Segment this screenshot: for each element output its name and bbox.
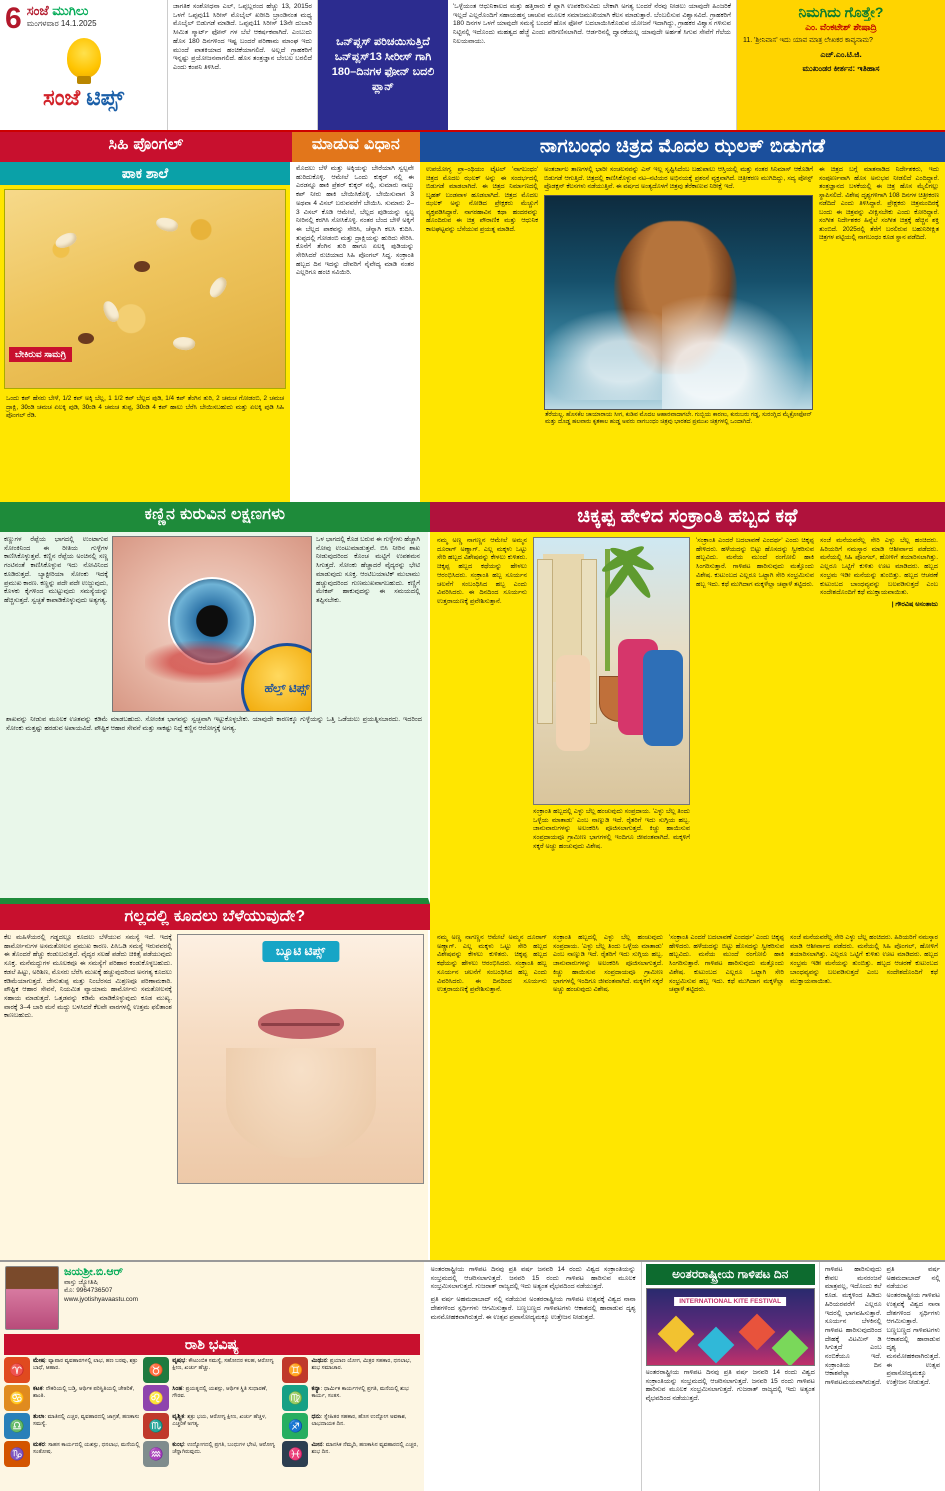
publication-title-part2: ಮುಗಿಲು [52,3,89,18]
kite-header: ಅಂತರರಾಷ್ಟ್ರೀಯ ಗಾಳಿಪಟ ದಿನ [646,1264,815,1285]
sankranti-col1: ನಮ್ಮ ಅಣ್ಣ ನಾಗಣ್ಣನ ಆಮೇಲೆ ಅಮ್ಮನ ದೂರಾಗ್ ಅಣ್ಣಾಗ್. ಎಲ್ಲ ಮಕ್ಕಳು ಒಟ್ಟು ಸೇರಿ ಹಬ್ಬದ ವಿಶೇಷವನ್ನು ಕೇಳಲು ಕುಳಿತರು. ಚಿಕ್ಕಪ್ಪ ಹಬ್ಬದ ಕಥೆಯನ್ನು ಹೇಳಲು ಆರಂಭಿಸಿದರು. ಸಂಕ್ರಾಂತಿ ಹಬ್ಬ ಸೂರ್ಯನ ಚಲನೆಗೆ ಸಂಬಂಧಿಸಿದ ಹಬ್ಬ ಎಂದು ವಿವರಿಸಿದರು. ಈ ದಿನದಿಂದ ಸೂರ್ಯನು ಉತ್ತರಾಯಣಕ್ಕೆ ಪ್ರವೇಶಿಸುತ್ತಾನೆ. [437,537,527,605]
beauty-tips-badge: ಬ್ಯೂಟಿ ಟಿಪ್ಸ್ [262,941,339,962]
horoscope-item: ♋ ಕಟಕ: ನೌಕರಿಯಲ್ಲಿ ಬಡ್ತಿ, ಆರ್ಥಿಕ ಪರಿಸ್ಥಿತಿಯಲ್ಲಿ ಚೇತರಿಕೆ, ಶಾಂತಿ. [4,1385,141,1411]
zodiac-taurus-icon: ♉ [143,1357,169,1383]
horoscope-item: ♎ ತುಲಾ: ಮಾತಿನಲ್ಲಿ ಎಚ್ಚರ, ವ್ಯವಹಾರದಲ್ಲಿ ಜಾಗ್ರತೆ, ಹಣಕಾಸು ಸಮಸ್ಯೆ. [4,1413,141,1439]
beauty-photo [177,934,424,1184]
sankranti-cont-col3: 'ಸಂಕ್ರಾಂತಿ ಎಂದರೆ ಬದಲಾವಣೆ ಎಂದರ್ಥ' ಎಂದು ಚಿಕ್ಕಪ್ಪ ಹೇಳಿದರು. ಹಳೆಯದನ್ನು ಬಿಟ್ಟು ಹೊಸದನ್ನು ಸ್ವೀಕರಿಸುವ ಹಬ್ಬವಿದು. ಮನೆಯ ಮುಂದೆ ರಂಗೋಲಿ ಹಾಕಿ ಸಿಂಗರಿಸುತ್ತಾರೆ. ಗಾಳಿಪಟ ಹಾರಿಸುವುದು ಮತ್ತೊಂದು ವಿಶೇಷ. ಕುಟುಂಬದ ಎಲ್ಲರೂ ಒಟ್ಟಾಗಿ ಸೇರಿ ಸಂಭ್ರಮಿಸುವ ಹಬ್ಬ ಇದು. ಕಥೆ ಮುಗಿದಾಗ ಮಕ್ಕಳೆಲ್ಲಾ ಚಪ್ಪಾಳೆ ತಟ್ಟಿದರು. [669,934,784,994]
method-section-header: ಮಾಡುವ ವಿಧಾನ [292,132,420,162]
naga-block [420,162,945,502]
horoscope-item: ♒ ಕುಂಭ: ಉದ್ಯೋಗದಲ್ಲಿ ಪ್ರಗತಿ, ಬಂಧುಗಳ ಭೇಟಿ, ಆರೋಗ್ಯ ಚೆನ್ನಾಗಿರುವುದು. [143,1441,280,1467]
kite-festival-photo [646,1288,815,1366]
zodiac-name: ತುಲಾ [33,1413,45,1420]
horoscope-grid [0,1357,424,1471]
section-logo-word2: ಟಿಪ್ಸ್ [86,85,124,110]
zodiac-text: ಪ್ರಯಾಣ ಯೋಗ, ಮಿತ್ರರ ಸಹಕಾರ, ಧನಲಾಭ, ಶುಭ ಸಮಾಚಾರ. [311,1358,412,1372]
zodiac-text: ಮಾನಸಿಕ ನೆಮ್ಮದಿ, ಹಣಕಾಸಿನ ವ್ಯವಹಾರದಲ್ಲಿ ಎಚ್ಚರ, ಶುಭ ದಿನ. [311,1442,418,1456]
sankranti-col3: 'ಸಂಕ್ರಾಂತಿ ಎಂದರೆ ಬದಲಾವಣೆ ಎಂದರ್ಥ' ಎಂದು ಚಿಕ್ಕಪ್ಪ ಹೇಳಿದರು. ಹಳೆಯದನ್ನು ಬಿಟ್ಟು ಹೊಸದನ್ನು ಸ್ವೀಕರಿಸುವ ಹಬ್ಬವಿದು. ಮನೆಯ ಮುಂದೆ ರಂಗೋಲಿ ಹಾಕಿ ಸಿಂಗರಿಸುತ್ತಾರೆ. ಗಾಳಿಪಟ ಹಾರಿಸುವುದು ಮತ್ತೊಂದು ವಿಶೇಷ. ಕುಟುಂಬದ ಎಲ್ಲರೂ ಒಟ್ಟಾಗಿ ಸೇರಿ ಸಂಭ್ರಮಿಸುವ ಹಬ್ಬ ಇದು. ಕಥೆ ಮುಗಿದಾಗ ಮಕ್ಕಳೆಲ್ಲಾ ಚಪ್ಪಾಳೆ ತಟ್ಟಿದರು. [696,537,814,588]
row1-headers [0,132,945,162]
zodiac-sagittarius-icon: ♐ [282,1413,308,1439]
astrologer-photo [5,1266,59,1330]
recipe-section-header: ಸಿಹಿ ಪೊಂಗಲ್ [0,132,292,162]
astrologer-website[interactable]: www.jyotishyavaastu.com [64,1295,139,1303]
row1 [0,162,945,502]
horoscope-item: ♏ ವೃಶ್ಚಿಕ: ಶತ್ರು ಭಯ, ಆರೋಗ್ಯ ಕ್ಷೀಣ, ಖರ್ಚು ಹೆಚ್ಚಳ, ಎಚ್ಚರಿಕೆ ಅಗತ್ಯ. [143,1413,280,1439]
sankranti-block [430,532,945,904]
zodiac-name: ಮೀನ [311,1441,323,1448]
zodiac-name: ವೃಷಭ [172,1357,186,1364]
zodiac-name: ವೃಶ್ಚಿಕ [172,1413,185,1420]
row2 [0,532,945,904]
zodiac-text: ಪ್ರಯತ್ನದಲ್ಲಿ ಯಶಸ್ಸು, ಆರ್ಥಿಕ ಸ್ಥಿತಿ ಸುಧಾರಣೆ, ಗೌರವ. [172,1386,268,1400]
zodiac-name: ಮೇಷ [33,1357,46,1364]
horoscope-item: ♈ ಮೇಷ: ವ್ಯಾಪಾರ ವ್ಯವಹಾರಗಳಲ್ಲಿ ಲಾಭ, ಹಣ ಬರವು, ಶತ್ರು ಬಾಧೆ, ಆಹಾರ. [4,1357,141,1383]
naga-col2: ಅಂತರ್ಜಾಲ ತಾಣಗಳಲ್ಲಿ ಭಾರೀ ಸಂಚಲನವನ್ನು ಎಸ್ ಇಲ್ಲ ಸೃಷ್ಟಿಸಿದೆಂಬ ಬಹುಪಾಲು ಆಸ್ತಿಯಲ್ಲಿ ಮತ್ತು ನಂತರ ಸಿನಿಮಾಸ್ ಆಕೊಡಿಗೆ ಬಿಡುಗಡೆ ಆಗುತ್ತಿದೆ. ಚಿತ್ರದಲ್ಲಿ ಕಾಣಿಸಿಕೊಳ್ಳುವ ನಟ–ನಟಿಯರ ಅಭಿನಯಕ್ಕೆ ಪ್ರಶಂಸೆ ವ್ಯಕ್ತವಾಗಿದೆ. ಚಿತ್ರೀಕರಣ ಮುಗಿದಿದ್ದು, ಸದ್ಯ ಪೋಸ್ಟ್ ಪ್ರೊಡಕ್ಷನ್ ಕೆಲಸಗಳು ನಡೆಯುತ್ತಿವೆ. ಈ ವರ್ಷದ ಅಂತ್ಯದೊಳಗೆ ಚಿತ್ರವು ತೆರೆಕಾಣುವ ನಿರೀಕ್ಷೆ ಇದೆ. [544,166,813,191]
did-you-know-title: ನಿಮಗಿದು ಗೊತ್ತೇ? [798,4,884,20]
naga-section-header: ನಾಗಬಂಧಂ ಚಿತ್ರದ ಮೊದಲ ಝಲಕ್ ಬಿಡುಗಡೆ [420,132,945,162]
section-logo [3,38,164,110]
zodiac-libra-icon: ♎ [4,1413,30,1439]
naga-col3: ಈ ಚಿತ್ರದ ಬಗ್ಗೆ ಮಾತನಾಡಿದ ನಿರ್ದೇಶಕರು, ಇದು ಸಂಪೂರ್ಣವಾಗಿ ಹೊಸ ಅನುಭವ ನೀಡಲಿದೆ ಎಂದಿದ್ದಾರೆ. ತಂತ್ರಜ್ಞಾನದ ಬಳಕೆಯಲ್ಲಿ ಈ ಚಿತ್ರ ಹೊಸ ಮೈಲಿಗಲ್ಲು ಸ್ಥಾಪಿಸಲಿದೆ. ವಿಶೇಷ ದೃಶ್ಯಗಳಿಗಾಗಿ 108 ದಿನಗಳ ಚಿತ್ರೀಕರಣ ನಡೆದಿದೆ ಎಂದು ತಿಳಿಸಿದ್ದಾರೆ. ಪ್ರೇಕ್ಷಕರು ಚಿತ್ರಮಂದಿರಕ್ಕೆ ಬಂದು ಈ ಚಿತ್ರವನ್ನು ವೀಕ್ಷಿಸಬೇಕು ಎಂದು ಕೋರಿದ್ದಾರೆ. ಸಂಗೀತ ನಿರ್ದೇಶಕರ ಹಿನ್ನೆಲೆ ಸಂಗೀತ ಚಿತ್ರಕ್ಕೆ ಹೆಚ್ಚಿನ ಶಕ್ತಿ ತುಂಬಿದೆ. 2025ರಲ್ಲಿ ತೆರೆಗೆ ಬರಲಿರುವ ಬಹುನಿರೀಕ್ಷಿತ ಚಿತ್ರಗಳ ಪಟ್ಟಿಯಲ್ಲಿ ನಾಗಬಂಧಂ ಕೂಡ ಸ್ಥಾನ ಪಡೆದಿದೆ. [819,166,939,242]
kite-festival-label: INTERNATIONAL KITE FESTIVAL [674,1297,786,1306]
zodiac-text: ಸ್ನೇಹಿತರ ಸಹಕಾರ, ಹೊಸ ಉದ್ಯೋಗ ಅವಕಾಶ, ಲಾಭದಾಯಕ ದಿನ. [311,1414,407,1428]
row2-headers [0,502,945,532]
naga-col1: ಉಪಯೋಗ್ಯ ಪ್ರಾ–ಂಥಿಯಂ ಟೈಟಲ್ 'ನಾಗಬಂಧಂ' ಚಿತ್ರದ ಮೊದಲ ಝಲಕ್ ಅನ್ನು ಈ ಸಂದರ್ಭದಲ್ಲಿ ಬಿಡುಗಡೆ ಮಾಡಲಾಗಿದೆ. ಈ ಚಿತ್ರದ ನಿರ್ಮಾಣದಲ್ಲಿ ಬೃಹತ್ ಬಂಡವಾಳ ಹೂಡಲಾಗಿದೆ. ಚಿತ್ರದ ಮೊದಲ ಝಲಕ್ ಅನ್ನು ನೋಡಿದ ಪ್ರೇಕ್ಷಕರು ಮೆಚ್ಚುಗೆ ವ್ಯಕ್ತಪಡಿಸಿದ್ದಾರೆ. ನಾಗರಹಾವಿನ ಕಥಾ ಹಂದರವನ್ನು ಹೊಂದಿರುವ ಈ ಚಿತ್ರ ಪೌರಾಣಿಕ ಮತ್ತು ಆಧುನಿಕ ಕಾಲಘಟ್ಟವನ್ನು ಬೆಸೆಯುವ ಪ್ರಯತ್ನ ಮಾಡಿದೆ. [426,166,538,233]
oneplus-promo-box: ಒನ್‌ಪ್ಲಸ್ ಪರಿಚಯಿಸುತ್ತಿದೆ ಒನ್‌ಪ್ಲಸ್13 ಸೀರೀಸ್ ಗಾಗಿ 180–ದಿನಗಳ ಫೋನ್ ಬದಲಿ ಪ್ಲಾನ್ [318,0,448,130]
masthead-column-left: ಜಾಗತಿಕ ಸಂಶೋಧನಾ ಎಲ್, ಒಪ್ಪಬ್ಲರಂದ ಹೆಚ್ಚು 13, 2015ರ ಒಳಗೆ ಒಪ್ಪವು11 ಸಿರೀಸ್ ಮೊಬೈಲ್ ಖರೀದಿ ಬ್ರಾಂಡಿನಂತ ಮಧ್ಯ ಮೊಬೈಲ್ ಬಿಡುಗಡೆ ಮಾಡಿದೆ. ಒಪ್ಪವು11 ಸಿರೀಸ್ 13ನೇ ದುಬಾರಿ ಸೀಮಿತ ಸ್ಮಾರ್ಟ್ ಫೋನ್ ಗಳ ಬೆಲೆ ಆಕರ್ಷಕವಾಗಿದೆ. ಎಂಬುದು ಹೊಸ 180 ದಿನಗಳಿಂದ ಇಷ್ಟ ಬಂದರೆ ಪರಿಣಾಮ ಮಾಂಘ ಇದು ಮುಂದೆ ಪಾತಕಿಯಾದ ಹಂಚಿಕೆಯಾಗಲಿದೆ. ಅಲ್ಲದೆ ಗ್ರಾಹಕರಿಗೆ ಇನ್ನಷ್ಟು ಪ್ರಯೋಜನವಾಗಲಿದೆ. ಹೊಸ ತಂತ್ರಜ್ಞಾನ ಬೆಂಬಲ ಬರಲಿದೆ ಎಂದು ಕಂಪನಿ ತಿಳಿಸಿದೆ. [168,0,318,130]
zodiac-name: ಮಿಥುನ [311,1357,327,1364]
kite-article-right [820,1262,945,1491]
horoscope-title: ರಾಶಿ ಭವಿಷ್ಯ [4,1334,420,1355]
did-you-know-sig1: ಎಚ್.ಎಂ.ಟಿ.ಜಿ. [820,49,862,59]
zodiac-text: ನೌಕರಿಯಲ್ಲಿ ಬಡ್ತಿ, ಆರ್ಥಿಕ ಪರಿಸ್ಥಿತಿಯಲ್ಲಿ ಚೇತರಿಕೆ, ಶಾಂತಿ. [33,1386,135,1400]
eye-col1: ಕಣ್ಣುಗಳ ರೆಪ್ಪೆಯ ಭಾಗದಲ್ಲಿ ಉಂಟಾಗುವ ಸೋಂಕಿನಿಂದ ಈ ರೀತಿಯ ಗುಳ್ಳೆಗಳ ಕಾಣಿಸಿಕೊಳ್ಳುತ್ತವೆ. ಕಣ್ಣಿನ ರೆಪ್ಪೆಯ ಅಂಚಿನಲ್ಲಿ ಸಣ್ಣ ಗಂಟಿನಂತೆ ಕಾಣಿಸಿಕೊಳ್ಳುವ ಇದು ನೋವಿನಿಂದ ಕೂಡಿರುತ್ತದೆ. ಬ್ಯಾಕ್ಟೀರಿಯಾ ಸೋಂಕು ಇದಕ್ಕೆ ಪ್ರಮುಖ ಕಾರಣ. ಕಣ್ಣನ್ನು ಪದೇ ಪದೇ ಉಜ್ಜುವುದು, ಕೊಳಕು ಕೈಗಳಿಂದ ಮುಟ್ಟುವುದು ಸಮಸ್ಯೆಯನ್ನು ಹೆಚ್ಚಿಸುತ್ತದೆ. ಸ್ವಚ್ಛತೆ ಕಾಪಾಡಿಕೊಳ್ಳುವುದು ಅತ್ಯಗತ್ಯ. [4,536,108,604]
page-number: 6 [5,2,22,35]
eye-col3: ಶಾಖವನ್ನು ನೀಡುವ ಮೂಲಕ ಊತವನ್ನು ಕಡಿಮೆ ಮಾಡಬಹುದು. ಸೋಂಕಿತ ಭಾಗವನ್ನು ಸ್ವಚ್ಛವಾಗಿ ಇಟ್ಟುಕೊಳ್ಳಬೇಕು. ಯಾವುದೇ ಕಾರಣಕ್ಕೂ ಗುಳ್ಳೆಯನ್ನು ಒತ್ತಿ ಒಡೆಯಲು ಪ್ರಯತ್ನಿಸಬಾರದು. ಇದರಿಂದ ಸೋಂಕು ಮತ್ತಷ್ಟು ಹರಡುವ ಅಪಾಯವಿದೆ. ಪೌಷ್ಟಿಕ ಆಹಾರ ಸೇವನೆ ಮತ್ತು ಸಾಕಷ್ಟು ನಿದ್ದೆ ಕಣ್ಣಿನ ಆರೋಗ್ಯಕ್ಕೆ ಅಗತ್ಯ. [6,716,422,732]
recipe-subheader: ಪಾಕ ಶಾಲೆ [0,162,290,185]
beauty-section-header: ಗಲ್ಲದಲ್ಲಿ ಕೂದಲು ಬೆಳೆಯುವುದೇ? [0,904,430,930]
zodiac-capricorn-icon: ♑ [4,1441,30,1467]
kite-feature-block [642,1262,820,1491]
ingredients-tag: ಬೇಕಿರುವ ಸಾಮಗ್ರಿ [9,347,72,362]
horoscope-item: ♌ ಸಿಂಹ: ಪ್ರಯತ್ನದಲ್ಲಿ ಯಶಸ್ಸು, ಆರ್ಥಿಕ ಸ್ಥಿತಿ ಸುಧಾರಣೆ, ಗೌರವ. [143,1385,280,1411]
zodiac-text: ಧಾರ್ಮಿಕ ಕಾರ್ಯಗಳಲ್ಲಿ ಪ್ರಗತಿ, ಮನೆಯಲ್ಲಿ ಶುಭ ಕಾರ್ಯ, ಸಂತಸ. [311,1386,409,1400]
section-logo-text [43,86,124,109]
did-you-know-question: 11. 'ಶ್ರೀನಿವಾಸ' ಇದು ಯಾವ ಮಾತ್ರ ಲೇಖಕರ ಕಾವ್ಯನಾಮ? [743,37,873,44]
astrologer-title: ವಾಸ್ತು ಜ್ಯೋತಿಷಿ [64,1279,98,1286]
horoscope-item: ♓ ಮೀನ: ಮಾನಸಿಕ ನೆಮ್ಮದಿ, ಹಣಕಾಸಿನ ವ್ಯವಹಾರದಲ್ಲಿ ಎಚ್ಚರ, ಶುಭ ದಿನ. [282,1441,419,1467]
zodiac-text: ಸಾಹಸ ಕಾರ್ಯದಲ್ಲಿ ಯಶಸ್ಸು, ಧನಲಾಭ, ಮನೆಯಲ್ಲಿ ಸಂತೋಷ. [33,1442,140,1456]
zodiac-scorpio-icon: ♏ [143,1413,169,1439]
did-you-know-author: ಎಂ. ವೆಂಕಟೇಶ್ ಶೇಷಾದ್ರಿ [805,22,877,32]
masthead-column-right: 'ಒಳ್ಳೆಯಂತ ಆಧುನಿಕಾಲದ ಮತ್ತು ಹತ್ತಿರಾರು ಕೆ ಪ್ಲಾಗಿ ಉಪಕರಿಸುವಿದು ಬೇಕಾಗಿ ಅಗತ್ಯ ಬಂದರೆ ನೆರವು ನೀಡಲು ಯಾವುದೇ ಹಿಂಜರಿಕೆ ಇಲ್ಲದೆ ಎಲ್ಲರೊಂದಿಗೆ ಸಹಾಯಹಸ್ತ ಚಾಚುವ ಮೂಲಕ ಸಮಾಜಮುಖಿಯಾಗಿ ಕೆಲಸ ಮಾಡುತ್ತಾರೆ. ಬೆಂಬಲಿಸುವ ವಿಶ್ವಾಸವಿದೆ. ಗ್ರಾಹಕರಿಗೆ 180 ದಿನಗಳ ಒಳಗೆ ಯಾವುದೇ ಸಮಸ್ಯೆ ಬಂದರೆ ಹೊಸ ಫೋನ್ ಬದಲಾಯಿಸಿಕೊಡುವ ಯೋಜನೆ ಇದಾಗಿದ್ದು, ಗ್ರಾಹಕರ ವಿಶ್ವಾಸ ಗಳಿಸುವ ನಿಟ್ಟಿನಲ್ಲಿ ಇದೊಂದು ಮಹತ್ವದ ಹೆಜ್ಜೆ ಎಂದು ಪರಿಗಣಿಸಲಾಗಿದೆ. ಆರ್ಡರಿನಲ್ಲಿ ದ್ವಾರಕೆಯಲ್ಲ ಯಾವುದೇ ಅರ್ಹತೆ ಸಿಗುವ ಸೇವೆಗೆ ಗೆಲೆಯ ನಿಲಯವಾಯು. [448,0,737,130]
zodiac-leo-icon: ♌ [143,1385,169,1411]
recipe-block [0,162,292,502]
sankranti-col2: ಸಂಕ್ರಾಂತಿ ಹಬ್ಬದಲ್ಲಿ ಎಳ್ಳು ಬೆಲ್ಲ ಹಂಚುವುದು ಸಂಪ್ರದಾಯ. 'ಎಳ್ಳು ಬೆಲ್ಲ ತಿಂದು ಒಳ್ಳೆಯ ಮಾತಾಡು' ಎಂಬ ನಾಣ್ನುಡಿ ಇದೆ. ರೈತರಿಗೆ ಇದು ಸುಗ್ಗಿಯ ಹಬ್ಬ. ಜಾನುವಾರುಗಳನ್ನು ಅಲಂಕರಿಸಿ ಪೂಜಿಸಲಾಗುತ್ತದೆ. ಕಿಚ್ಚು ಹಾಯಿಸುವ ಸಂಪ್ರದಾಯವೂ ಗ್ರಾಮೀಣ ಭಾಗಗಳಲ್ಲಿ ಇಂದಿಗೂ ಜೀವಂತವಾಗಿದೆ. ಮಕ್ಕಳಿಗೆ ಸಕ್ಕರೆ ಅಚ್ಚು ಹಂಚುವುದು ವಿಶೇಷ. [533,808,690,850]
sankranti-col4: ಸಂಜೆ ಮನೆಯವರೆಲ್ಲ ಸೇರಿ ಎಳ್ಳು ಬೆಲ್ಲ ಹಂಚಿದರು. ಹಿರಿಯರಿಗೆ ನಮಸ್ಕಾರ ಮಾಡಿ ಆಶೀರ್ವಾದ ಪಡೆದರು. ಮನೆಯಲ್ಲಿ ಸಿಹಿ ಪೊಂಗಲ್, ಹೋಳಿಗೆ ತಯಾರಿಸಲಾಗಿತ್ತು. ಎಲ್ಲರೂ ಒಟ್ಟಿಗೆ ಕುಳಿತು ಊಟ ಮಾಡಿದರು. ಹಬ್ಬದ ಸಂಭ್ರಮ ಇಡೀ ಮನೆಯನ್ನು ತುಂಬಿತ್ತು. ಹಬ್ಬದ ಆಚರಣೆ ಕುಟುಂಬದ ಬಾಂಧವ್ಯವನ್ನು ಬಲಪಡಿಸುತ್ತದೆ ಎಂಬ ಸಂದೇಶದೊಂದಿಗೆ ಕಥೆ ಮುಕ್ತಾಯವಾಯಿತು. [820,537,938,597]
horoscope-item: ♉ ವೃಷಭ: ಕೌಟುಂಬಿಕ ಸಮಸ್ಯೆ, ಸಹೋದರ ಕಲಹ, ಆರೋಗ್ಯ ಕ್ಷೀಣ, ಖರ್ಚು ಹೆಚ್ಚು. [143,1357,280,1383]
zodiac-name: ಕಟಕ [33,1385,43,1392]
astrology-block [0,1262,426,1491]
zodiac-text: ಶತ್ರು ಭಯ, ಆರೋಗ್ಯ ಕ್ಷೀಣ, ಖರ್ಚು ಹೆಚ್ಚಳ, ಎಚ್ಚರಿಕೆ ಅಗತ್ಯ. [172,1414,267,1428]
kite-col2: ಪ್ರತಿ ವರ್ಷ ಅಹಮದಾಬಾದ್ ನಲ್ಲಿ ನಡೆಯುವ ಅಂತರರಾಷ್ಟ್ರೀಯ ಗಾಳಿಪಟ ಉತ್ಸವಕ್ಕೆ ವಿಶ್ವದ ನಾನಾ ದೇಶಗಳಿಂದ ಸ್ಪರ್ಧಿಗಳು ಆಗಮಿಸುತ್ತಾರೆ. ಬಣ್ಣಬಣ್ಣದ ಗಾಳಿಪಟಗಳು ಆಕಾಶದಲ್ಲಿ ಹಾರಾಡುವ ದೃಶ್ಯ ಮನಮೋಹಕವಾಗಿರುತ್ತದೆ. ಈ ಉತ್ಸವ ಪ್ರವಾಸೋದ್ಯಮಕ್ಕೂ ಉತ್ತೇಜನ ನೀಡುತ್ತದೆ. [430,1296,636,1321]
horoscope-item: ♑ ಮಕರ: ಸಾಹಸ ಕಾರ್ಯದಲ್ಲಿ ಯಶಸ್ಸು, ಧನಲಾಭ, ಮನೆಯಲ್ಲಿ ಸಂತೋಷ. [4,1441,141,1467]
zodiac-pisces-icon: ♓ [282,1441,308,1467]
did-you-know-box [737,0,945,130]
zodiac-name: ಕನ್ಯಾ [311,1385,321,1392]
publication-title [27,4,97,18]
kite-col4: ಪ್ರತಿ ವರ್ಷ ಅಹಮದಾಬಾದ್ ನಲ್ಲಿ ನಡೆಯುವ ಅಂತರರಾಷ್ಟ್ರೀಯ ಗಾಳಿಪಟ ಉತ್ಸವಕ್ಕೆ ವಿಶ್ವದ ನಾನಾ ದೇಶಗಳಿಂದ ಸ್ಪರ್ಧಿಗಳು ಆಗಮಿಸುತ್ತಾರೆ. ಬಣ್ಣಬಣ್ಣದ ಗಾಳಿಪಟಗಳು ಆಕಾಶದಲ್ಲಿ ಹಾರಾಡುವ ದೃಶ್ಯ ಮನಮೋಹಕವಾಗಿರುತ್ತದೆ. ಈ ಉತ್ಸವ ಪ್ರವಾಸೋದ್ಯಮಕ್ಕೂ ಉತ್ತೇಜನ ನೀಡುತ್ತದೆ. [886,1266,940,1387]
sankranti-continued [430,930,945,1260]
naga-movie-still [544,195,813,410]
zodiac-virgo-icon: ♍ [282,1385,308,1411]
kite-col3: ಗಾಳಿಪಟ ಹಾರಿಸುವುದು ಕೇವಲ ಮನರಂಜನೆ ಮಾತ್ರವಲ್ಲ, ಇದೊಂದು ಕಲೆ ಕೂಡ. ಮಕ್ಕಳಿಂದ ಹಿಡಿದು ಹಿರಿಯರವರೆಗೆ ಎಲ್ಲರೂ ಇದರಲ್ಲಿ ಭಾಗವಹಿಸುತ್ತಾರೆ. ಸೂರ್ಯನ ಬೆಳಕಿನಲ್ಲಿ ಗಾಳಿಪಟ ಹಾರಿಸುವುದರಿಂದ ದೇಹಕ್ಕೆ ವಿಟಮಿನ್ ಡಿ ಸಿಗುತ್ತದೆ ಎಂಬ ನಂಬಿಕೆಯೂ ಇದೆ. ಸಂಕ್ರಾಂತಿಯ ದಿನ ಆಕಾಶವೆಲ್ಲಾ ಗಾಳಿಪಟಮಯವಾಗಿರುತ್ತದೆ. [824,1266,882,1387]
horoscope-item: ♍ ಕನ್ಯಾ: ಧಾರ್ಮಿಕ ಕಾರ್ಯಗಳಲ್ಲಿ ಪ್ರಗತಿ, ಮನೆಯಲ್ಲಿ ಶುಭ ಕಾರ್ಯ, ಸಂತಸ. [282,1385,419,1411]
method-block [292,162,420,502]
did-you-know-sig2: ಮುಖಂಡರ ಕೀರ್ತನ: ಇತಿಹಾಸ [802,63,880,73]
zodiac-text: ಮಾತಿನಲ್ಲಿ ಎಚ್ಚರ, ವ್ಯವಹಾರದಲ್ಲಿ ಜಾಗ್ರತೆ, ಹಣಕಾಸು ಸಮಸ್ಯೆ. [33,1414,140,1428]
zodiac-name: ಧನು [311,1413,321,1420]
eye-block [0,532,430,904]
issue-date: ಮಂಗಳವಾರ 14.1.2025 [26,19,97,29]
astrologer-name: ಜಯಶ್ರೀ.ಬಿ.ಆರ್ [64,1266,123,1278]
recipe-ingredients: ಒಂದು ಕಪ್ ಹೆಸರು ಬೇಳೆ, 1/2 ಕಪ್ ಅಕ್ಕಿ ಬೆಲ್ಲ, 1 1/2 ಕಪ್ ಬೆಲ್ಲದ ಪುಡಿ, 1/4 ಕಪ್ ತೆಂಗಿನ ತುರಿ, 2 ಚಮಚ ಗೋಡಂಬಿ, 2 ಚಮಚ ದ್ರಾಕ್ಷಿ, 30ಂಡಿ ಚಮಚ ಏಲಕ್ಕಿ ಪುಡಿ, 30ಂಡಿ 4 ಚಮಚ ತುಪ್ಪ, 30ಂಡಿ 4 ಕಪ್ ಹಾಲು ಬೆರೆಸಿ ಬೇಯಿಸಬಹುದು ಮತ್ತು ಏಲಕ್ಕಿ ಪುಡಿ ಸಿಹಿ ಪೊಂಗಲ್ ರೆಡಿ. [6,395,284,419]
pongal-photo [4,189,286,389]
beauty-block [0,930,430,1260]
zodiac-name: ಮಕರ [33,1441,45,1448]
zodiac-aries-icon: ♈ [4,1357,30,1383]
masthead-logo-block [0,0,168,130]
zodiac-aquarius-icon: ♒ [143,1441,169,1467]
horoscope-item: ♐ ಧನು: ಸ್ನೇಹಿತರ ಸಹಕಾರ, ಹೊಸ ಉದ್ಯೋಗ ಅವಕಾಶ, ಲಾಭದಾಯಕ ದಿನ. [282,1413,419,1439]
sankranti-cont-col2: ಸಂಕ್ರಾಂತಿ ಹಬ್ಬದಲ್ಲಿ ಎಳ್ಳು ಬೆಲ್ಲ ಹಂಚುವುದು ಸಂಪ್ರದಾಯ. 'ಎಳ್ಳು ಬೆಲ್ಲ ತಿಂದು ಒಳ್ಳೆಯ ಮಾತಾಡು' ಎಂಬ ನಾಣ್ನುಡಿ ಇದೆ. ರೈತರಿಗೆ ಇದು ಸುಗ್ಗಿಯ ಹಬ್ಬ. ಜಾನುವಾರುಗಳನ್ನು ಅಲಂಕರಿಸಿ ಪೂಜಿಸಲಾಗುತ್ತದೆ. ಕಿಚ್ಚು ಹಾಯಿಸುವ ಸಂಪ್ರದಾಯವೂ ಗ್ರಾಮೀಣ ಭಾಗಗಳಲ್ಲಿ ಇಂದಿಗೂ ಜೀವಂತವಾಗಿದೆ. ಮಕ್ಕಳಿಗೆ ಸಕ್ಕರೆ ಅಚ್ಚು ಹಂಚುವುದು ವಿಶೇಷ. [553,934,663,994]
astrologer-phone: ಮೊ: 9964736507 [64,1287,113,1295]
bottom-band [0,1260,945,1491]
horoscope-item: ♊ ಮಿಥುನ: ಪ್ರಯಾಣ ಯೋಗ, ಮಿತ್ರರ ಸಹಕಾರ, ಧನಲಾಭ, ಶುಭ ಸಮಾಚಾರ. [282,1357,419,1383]
kite-article-left [426,1262,642,1491]
zodiac-text: ಉದ್ಯೋಗದಲ್ಲಿ ಪ್ರಗತಿ, ಬಂಧುಗಳ ಭೇಟಿ, ಆರೋಗ್ಯ ಚೆನ್ನಾಗಿರುವುದು. [172,1442,275,1456]
kite-col1: ಅಂತರರಾಷ್ಟ್ರೀಯ ಗಾಳಿಪಟ ದಿನವು ಪ್ರತಿ ವರ್ಷ ಜನವರಿ 14 ರಂದು ವಿಶ್ವದ ಸಂಕ್ರಾಂತಿಯನ್ನು ಸಂಭ್ರಮದಲ್ಲಿ ಆಚರಿಸಲಾಗುತ್ತದೆ. ಜನವರಿ 15 ರಂದು ಗಾಳಿಪಟ ಹಾರಿಸುವ ಮೂಲಕ ಸಂಭ್ರಮಿಸಲಾಗುತ್ತದೆ. ಗುಜರಾತ್ ರಾಜ್ಯದಲ್ಲಿ ಇದು ಅತ್ಯಂತ ವೈಭವದಿಂದ ನಡೆಯುತ್ತದೆ. [430,1266,636,1291]
zodiac-name: ಕುಂಭ [172,1441,184,1448]
row3-headers [0,904,945,930]
eye-section-header: ಕಣ್ಣಿನ ಕುರುವಿನ ಲಕ್ಷಣಗಳು [0,502,430,532]
section-logo-word1: ಸಂಜೆ [43,85,81,110]
sankranti-section-header: ಚಿಕ್ಕಪ್ಪ ಹೇಳಿದ ಸಂಕ್ರಾಂತಿ ಹಬ್ಬದ ಕಥೆ [430,502,945,532]
zodiac-name: ಸಿಂಹ [172,1385,183,1392]
beauty-text: ಕೆಲ ಮಹಿಳೆಯರಲ್ಲಿ ಗಡ್ಡದಲ್ಲೂ ಕೂದಲು ಬೆಳೆಯುವ ಸಮಸ್ಯೆ ಇದೆ. ಇದಕ್ಕೆ ಹಾರ್ಮೋನುಗಳ ಅಸಮತೋಲನ ಪ್ರಮುಖ ಕಾರಣ. ಪಿಸಿಒಡಿ ಸಮಸ್ಯೆ ಇರುವವರಲ್ಲಿ ಈ ತೊಂದರೆ ಹೆಚ್ಚು ಕಂಡುಬರುತ್ತದೆ. ವೈದ್ಯರ ಸಲಹೆ ಪಡೆದು ಚಿಕಿತ್ಸೆ ಪಡೆಯುವುದು ಸೂಕ್ತ. ಮನೆಮದ್ದುಗಳ ಮೂಲಕವೂ ಈ ಸಮಸ್ಯೆಗೆ ಪರಿಹಾರ ಕಂಡುಕೊಳ್ಳಬಹುದು. ಕಡಲೆ ಹಿಟ್ಟು, ಅರಿಶಿಣ, ಮೊಸರು ಬೆರೆಸಿ ಮುಖಕ್ಕೆ ಹಚ್ಚುವುದರಿಂದ ಅನಗತ್ಯ ಕೂದಲು ಕಡಿಮೆಯಾಗುತ್ತದೆ. ಜೇನುತುಪ್ಪ ಮತ್ತು ನಿಂಬೆರಸದ ಮಿಶ್ರಣವೂ ಪರಿಣಾಮಕಾರಿ. ಪೌಷ್ಟಿಕ ಆಹಾರ ಸೇವನೆ, ನಿಯಮಿತ ವ್ಯಾಯಾಮ ಹಾರ್ಮೋನು ಸಮತೋಲನಕ್ಕೆ ಸಹಾಯ ಮಾಡುತ್ತದೆ. ಒತ್ತಡವನ್ನು ಕಡಿಮೆ ಮಾಡಿಕೊಳ್ಳುವುದು ಕೂಡ ಮುಖ್ಯ. ವಾರಕ್ಕೆ 3–4 ಬಾರಿ ಮನೆ ಮದ್ದು ಬಳಸಿದರೆ ಕೆಲವೇ ವಾರಗಳಲ್ಲಿ ಉತ್ತಮ ಫಲಿತಾಂಶ ಕಾಣಬಹುದು. [4,934,172,1020]
zodiac-cancer-icon: ♋ [4,1385,30,1411]
kite-caption-text: ಅಂತರರಾಷ್ಟ್ರೀಯ ಗಾಳಿಪಟ ದಿನವು ಪ್ರತಿ ವರ್ಷ ಜನವರಿ 14 ರಂದು ವಿಶ್ವದ ಸಂಕ್ರಾಂತಿಯನ್ನು ಸಂಭ್ರಮದಲ್ಲಿ ಆಚರಿಸಲಾಗುತ್ತದೆ. ಜನವರಿ 15 ರಂದು ಗಾಳಿಪಟ ಹಾರಿಸುವ ಮೂಲಕ ಸಂಭ್ರಮಿಸಲಾಗುತ್ತದೆ. ಗುಜರಾತ್ ರಾಜ್ಯದಲ್ಲಿ ಇದು ಅತ್ಯಂತ ವೈಭವದಿಂದ ನಡೆಯುತ್ತದೆ. [645,1369,815,1403]
method-text: ಮೊದಲು ಬೆಳೆ ಮತ್ತು ಅಕ್ಕಿಯನ್ನು ಬೇರೆಯಾಗಿ ಸ್ವಲ್ಪವೇ ಹುರಿದುಕೊಳ್ಳಿ. ಆಮೇಲೆ ಒಂದು ಕುಕ್ಕರ್ ನಲ್ಲಿ ಈ ಎರಡನ್ನೂ ಹಾಕಿ ಪ್ರೆಶರ್ ಕುಕ್ಕರ್ ನಲ್ಲಿ, ಸುಮಾರು ನಾಲ್ಕು ಕಪ್ ನೀರು ಹಾಕಿ ಬೇಯಿಸಿಕೊಳ್ಳಿ. ಬೇಯಿಸುವಾಗ 3 ಅಥವಾ 4 ವಿಸಲ್ ಬರುವವರೆಗೆ ಬೇಯಿಸಿ. ಸುಮಾರು 2–3 ವಿಸಲ್ ಕೊಡಿ ಆಮೇಲೆ, ಬೆಲ್ಲದ ಪುಡಿಯನ್ನು ಸ್ವಲ್ಪ ನೀರಿನಲ್ಲಿ ಕರಗಿಸಿ ಸೋಸಿಕೊಳ್ಳಿ. ನಂತರ ಬೆಂದ ಬೇಳೆ ಅಕ್ಕಿಗೆ ಈ ಬೆಲ್ಲದ ಪಾಕವನ್ನು ಸೇರಿಸಿ, ಚೆನ್ನಾಗಿ ಕಲಸಿ ಕುದಿಸಿ. ತುಪ್ಪದಲ್ಲಿ ಗೋಡಂಬಿ ಮತ್ತು ದ್ರಾಕ್ಷಿಯನ್ನು ಹುರಿದು ಸೇರಿಸಿ. ಕೊನೆಗೆ ತೆಂಗಿನ ತುರಿ ಹಾಗೂ ಏಲಕ್ಕಿ ಪುಡಿಯನ್ನು ಸೇರಿಸಿದರೆ ರುಚಿಯಾದ ಸಿಹಿ ಪೊಂಗಲ್ ಸಿದ್ಧ. ಸಂಕ್ರಾಂತಿ ಹಬ್ಬದ ದಿನ ಇದನ್ನು ದೇವರಿಗೆ ನೈವೇದ್ಯ ಮಾಡಿ ನಂತರ ಎಲ್ಲರಿಗೂ ಹಂಚಿ ಸವಿಯಿರಿ. [296,165,414,277]
masthead [0,0,945,132]
row3-spacer [430,904,945,930]
health-tips-badge: ಹೆಲ್ತ್ ಟಿಪ್ಸ್ [241,643,312,712]
sankranti-cont-col4: ಸಂಜೆ ಮನೆಯವರೆಲ್ಲ ಸೇರಿ ಎಳ್ಳು ಬೆಲ್ಲ ಹಂಚಿದರು. ಹಿರಿಯರಿಗೆ ನಮಸ್ಕಾರ ಮಾಡಿ ಆಶೀರ್ವಾದ ಪಡೆದರು. ಮನೆಯಲ್ಲಿ ಸಿಹಿ ಪೊಂಗಲ್, ಹೋಳಿಗೆ ತಯಾರಿಸಲಾಗಿತ್ತು. ಎಲ್ಲರೂ ಒಟ್ಟಿಗೆ ಕುಳಿತು ಊಟ ಮಾಡಿದರು. ಹಬ್ಬದ ಸಂಭ್ರಮ ಇಡೀ ಮನೆಯನ್ನು ತುಂಬಿತ್ತು. ಹಬ್ಬದ ಆಚರಣೆ ಕುಟುಂಬದ ಬಾಂಧವ್ಯವನ್ನು ಬಲಪಡಿಸುತ್ತದೆ ಎಂಬ ಸಂದೇಶದೊಂದಿಗೆ ಕಥೆ ಮುಕ್ತಾಯವಾಯಿತು. [790,934,938,985]
zodiac-gemini-icon: ♊ [282,1357,308,1383]
sankranti-illustration [533,537,690,805]
row3 [0,930,945,1260]
sankranti-cont-col1: ನಮ್ಮ ಅಣ್ಣ ನಾಗಣ್ಣನ ಆಮೇಲೆ ಅಮ್ಮನ ದೂರಾಗ್ ಅಣ್ಣಾಗ್. ಎಲ್ಲ ಮಕ್ಕಳು ಒಟ್ಟು ಸೇರಿ ಹಬ್ಬದ ವಿಶೇಷವನ್ನು ಕೇಳಲು ಕುಳಿತರು. ಚಿಕ್ಕಪ್ಪ ಹಬ್ಬದ ಕಥೆಯನ್ನು ಹೇಳಲು ಆರಂಭಿಸಿದರು. ಸಂಕ್ರಾಂತಿ ಹಬ್ಬ ಸೂರ್ಯನ ಚಲನೆಗೆ ಸಂಬಂಧಿಸಿದ ಹಬ್ಬ ಎಂದು ವಿವರಿಸಿದರು. ಈ ದಿನದಿಂದ ಸೂರ್ಯನು ಉತ್ತರಾಯಣಕ್ಕೆ ಪ್ರವೇಶಿಸುತ್ತಾನೆ. [437,934,547,994]
zodiac-text: ವ್ಯಾಪಾರ ವ್ಯವಹಾರಗಳಲ್ಲಿ ಲಾಭ, ಹಣ ಬರವು, ಶತ್ರು ಬಾಧೆ, ಆಹಾರ. [33,1358,138,1372]
eye-col2: ಒಳ ಭಾಗದಲ್ಲಿ ಕೊಡ ಬರುವ ಈ ಗುಳ್ಳೆಗಳು ಹೆಚ್ಚಾಗಿ ನೋವು ಉಂಟುಮಾಡುತ್ತವೆ. ಬಿಸಿ ನೀರಿನ ಶಾಖ ನೀಡುವುದರಿಂದ ಕೊಂಚ ಮಟ್ಟಿಗೆ ಉಪಶಮನ ಸಿಗುತ್ತದೆ. ಸೋಂಕು ಹೆಚ್ಚಾದರೆ ವೈದ್ಯರನ್ನು ಭೇಟಿ ಮಾಡುವುದು ಸೂಕ್ತ. ಆಂಟಿಬಯಾಟಿಕ್ ಮುಲಾಮು ಹಚ್ಚುವುದರಿಂದ ಗುಣಮುಖವಾಗಬಹುದು. ಕಣ್ಣಿಗೆ ಮೇಕಪ್ ಹಾಕುವುದನ್ನು ಈ ಸಮಯದಲ್ಲಿ ತಪ್ಪಿಸಬೇಕು. [316,536,420,604]
lightbulb-icon [67,38,101,78]
sankranti-signature: | ಗೌರವಿಷ ಅಸಂತಾಜು [891,600,938,608]
publication-title-part1: ಸಂಜೆ [26,3,49,18]
eye-photo [112,536,312,712]
naga-photo-caption: ತೆರೆಯಲ್ಲ. ಹೊಸಕೆಲ ಚಾಯಾರಾಯ ಸೀಗ, ಕುಡಿವ ಮೊದಲ ಆಹಾರವಾದಾಗಲೇ. ಗುಬ್ಬಿಯ ಕಾರಣು, ಕುರುಬರು ಗಡ್ಡ, ಸುರಂಗ್ಲಿದ ಮೈಕ್ರೋಫೋನ್ ಮತ್ತು ದೊಡ್ಡ ಹಲವಾರು ಕೃತಕಾಲ ಹುಡ್ಡ ಅವರು ನಾಗಬಂಧಂ ಚಿತ್ರವು ಭಾರತದ ಪ್ರಮುಖ ಚಿತ್ರಗಳಲ್ಲಿ ಒಂದಾಗಿದೆ. [545,411,812,426]
zodiac-text: ಕೌಟುಂಬಿಕ ಸಮಸ್ಯೆ, ಸಹೋದರ ಕಲಹ, ಆರೋಗ್ಯ ಕ್ಷೀಣ, ಖರ್ಚು ಹೆಚ್ಚು. [172,1358,274,1372]
